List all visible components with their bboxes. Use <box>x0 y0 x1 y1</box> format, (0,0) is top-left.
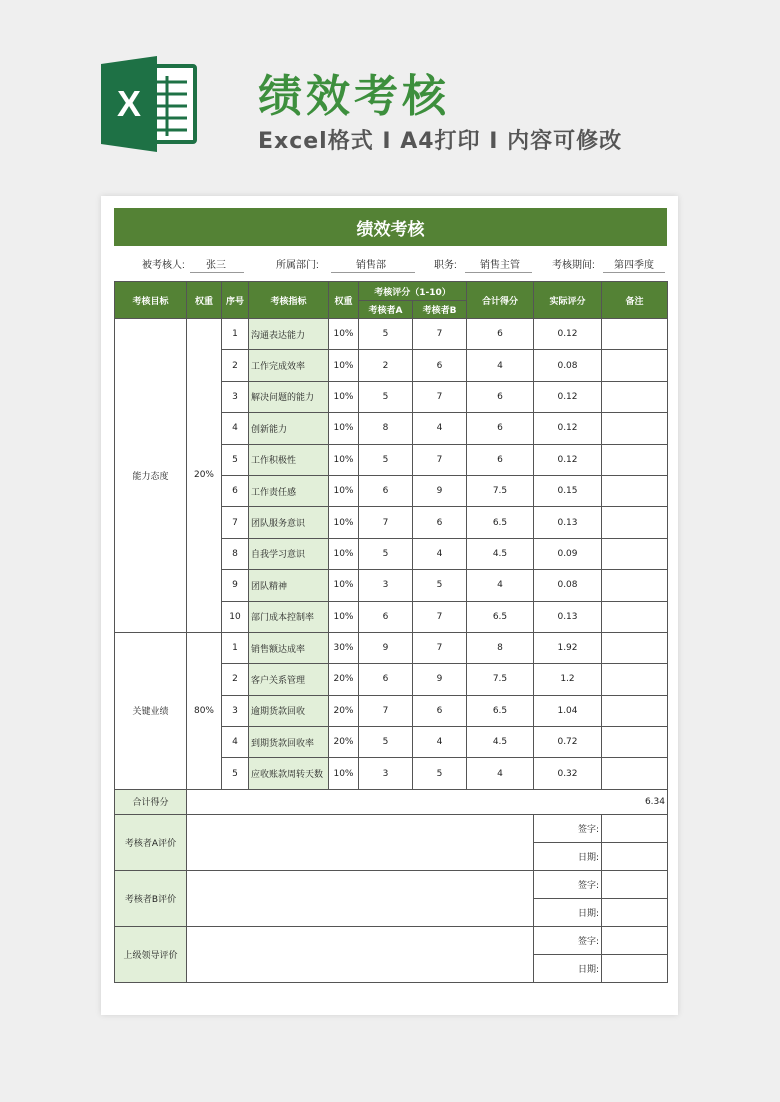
score-a-cell[interactable]: 2 <box>359 350 413 381</box>
header-assessor-b: 考核者B <box>413 301 467 319</box>
total-cell[interactable]: 4.5 <box>467 727 534 758</box>
remark-cell[interactable] <box>602 727 668 758</box>
score-a-cell[interactable]: 3 <box>359 570 413 601</box>
dept-value[interactable]: 销售部 <box>356 260 386 271</box>
assessee-value[interactable]: 张三 <box>206 260 226 271</box>
header-weight: 权重 <box>187 282 222 319</box>
indicator-weight-cell[interactable]: 10% <box>329 570 359 601</box>
remark-cell[interactable] <box>602 632 668 663</box>
no-cell[interactable]: 2 <box>222 350 249 381</box>
indicator-cell[interactable]: 逾期货款回收 <box>249 695 329 726</box>
assessment-table <box>114 281 668 983</box>
score-a-cell[interactable]: 8 <box>359 413 413 444</box>
score-b-cell[interactable]: 4 <box>413 538 467 569</box>
header-indicator-weight: 权重 <box>329 282 359 319</box>
indicator-cell[interactable]: 创新能力 <box>249 413 329 444</box>
score-a-cell[interactable]: 6 <box>359 475 413 506</box>
score-b-cell[interactable]: 7 <box>413 601 467 632</box>
actual-cell[interactable]: 0.32 <box>534 758 602 789</box>
score-b-cell[interactable]: 7 <box>413 444 467 475</box>
remark-cell[interactable] <box>602 664 668 695</box>
header-assessor-a: 考核者A <box>359 301 413 319</box>
position-underline <box>465 272 532 273</box>
total-cell[interactable]: 6 <box>467 413 534 444</box>
score-a-cell[interactable]: 7 <box>359 695 413 726</box>
score-a-cell[interactable]: 5 <box>359 538 413 569</box>
actual-cell[interactable]: 1.2 <box>534 664 602 695</box>
dept-label: 所属部门: <box>276 260 319 271</box>
indicator-weight-cell[interactable]: 10% <box>329 319 359 350</box>
evaluation-label: 考核者A评价 <box>115 814 187 870</box>
indicator-weight-cell[interactable]: 10% <box>329 601 359 632</box>
score-a-cell[interactable]: 9 <box>359 632 413 663</box>
total-cell[interactable]: 4 <box>467 570 534 601</box>
date-label: 日期: <box>534 954 602 982</box>
actual-cell[interactable]: 0.12 <box>534 381 602 412</box>
header-indicator: 考核指标 <box>249 282 329 319</box>
remark-cell[interactable] <box>602 570 668 601</box>
indicator-weight-cell[interactable]: 20% <box>329 664 359 695</box>
actual-cell[interactable]: 0.09 <box>534 538 602 569</box>
indicator-weight-cell[interactable]: 10% <box>329 475 359 506</box>
score-a-cell[interactable]: 6 <box>359 601 413 632</box>
no-cell[interactable]: 8 <box>222 538 249 569</box>
indicator-weight-cell[interactable]: 10% <box>329 413 359 444</box>
actual-cell[interactable]: 0.12 <box>534 413 602 444</box>
indicator-weight-cell[interactable]: 20% <box>329 727 359 758</box>
indicator-weight-cell[interactable]: 20% <box>329 695 359 726</box>
remark-cell[interactable] <box>602 695 668 726</box>
evaluation-label: 上级领导评价 <box>115 926 187 982</box>
no-cell[interactable]: 4 <box>222 413 249 444</box>
total-cell[interactable]: 6 <box>467 381 534 412</box>
page-subtitle: Excel格式 I A4打印 I 内容可修改 <box>258 129 623 154</box>
header-total: 合计得分 <box>467 282 534 319</box>
target-weight-cell[interactable]: 80% <box>187 632 222 789</box>
total-cell[interactable]: 4.5 <box>467 538 534 569</box>
actual-cell[interactable]: 0.13 <box>534 601 602 632</box>
indicator-cell[interactable]: 沟通表达能力 <box>249 319 329 350</box>
total-cell[interactable]: 8 <box>467 632 534 663</box>
total-cell[interactable]: 6 <box>467 444 534 475</box>
total-cell[interactable]: 4 <box>467 758 534 789</box>
dept-underline <box>331 272 415 273</box>
remark-cell[interactable] <box>602 475 668 506</box>
actual-cell[interactable]: 0.72 <box>534 727 602 758</box>
sign-value-cell[interactable] <box>602 870 668 898</box>
score-b-cell[interactable]: 4 <box>413 413 467 444</box>
remark-cell[interactable] <box>602 507 668 538</box>
date-value-cell[interactable] <box>602 898 668 926</box>
table-row <box>115 632 668 663</box>
summary-value[interactable]: 6.34 <box>187 789 668 814</box>
no-cell[interactable]: 5 <box>222 444 249 475</box>
sign-value-cell[interactable] <box>602 814 668 842</box>
score-b-cell[interactable]: 6 <box>413 350 467 381</box>
score-a-cell[interactable]: 5 <box>359 727 413 758</box>
total-cell[interactable]: 6.5 <box>467 507 534 538</box>
no-cell[interactable]: 3 <box>222 695 249 726</box>
actual-cell[interactable]: 0.13 <box>534 507 602 538</box>
indicator-cell[interactable]: 工作完成效率 <box>249 350 329 381</box>
position-value[interactable]: 销售主管 <box>480 260 520 271</box>
indicator-weight-cell[interactable]: 10% <box>329 538 359 569</box>
evaluation-comment-cell[interactable] <box>187 870 534 926</box>
indicator-weight-cell[interactable]: 30% <box>329 632 359 663</box>
score-a-cell[interactable]: 5 <box>359 444 413 475</box>
score-a-cell[interactable]: 3 <box>359 758 413 789</box>
score-b-cell[interactable]: 9 <box>413 664 467 695</box>
summary-label: 合计得分 <box>115 789 187 814</box>
evaluation-row <box>115 814 668 842</box>
actual-cell[interactable]: 0.12 <box>534 319 602 350</box>
total-cell[interactable]: 6.5 <box>467 601 534 632</box>
no-cell[interactable]: 1 <box>222 632 249 663</box>
total-cell[interactable]: 6.5 <box>467 695 534 726</box>
no-cell[interactable]: 10 <box>222 601 249 632</box>
sign-value-cell[interactable] <box>602 926 668 954</box>
page-title: 绩效考核 <box>258 71 450 122</box>
indicator-weight-cell[interactable]: 10% <box>329 444 359 475</box>
period-label: 考核期间: <box>552 260 595 271</box>
score-b-cell[interactable]: 5 <box>413 570 467 601</box>
evaluation-row <box>115 926 668 954</box>
date-label: 日期: <box>534 898 602 926</box>
date-value-cell[interactable] <box>602 842 668 870</box>
target-cell[interactable]: 能力态度 <box>115 319 187 633</box>
assessee-underline <box>190 272 244 273</box>
header-score-group: 考核评分（1-10） <box>359 282 467 301</box>
actual-cell[interactable]: 1.04 <box>534 695 602 726</box>
indicator-weight-cell[interactable]: 10% <box>329 350 359 381</box>
actual-cell[interactable]: 0.08 <box>534 350 602 381</box>
score-b-cell[interactable]: 7 <box>413 319 467 350</box>
sheet-title-band: 绩效考核 <box>114 208 667 246</box>
no-cell[interactable]: 6 <box>222 475 249 506</box>
actual-cell[interactable]: 0.15 <box>534 475 602 506</box>
evaluation-comment-cell[interactable] <box>187 814 534 870</box>
summary-row <box>115 789 668 814</box>
actual-cell[interactable]: 1.92 <box>534 632 602 663</box>
score-b-cell[interactable]: 7 <box>413 381 467 412</box>
remark-cell[interactable] <box>602 413 668 444</box>
excel-logo-icon <box>99 56 199 152</box>
total-cell[interactable]: 7.5 <box>467 475 534 506</box>
indicator-cell[interactable]: 解决问题的能力 <box>249 381 329 412</box>
indicator-cell[interactable]: 到期货款回收率 <box>249 727 329 758</box>
target-weight-cell[interactable]: 20% <box>187 319 222 633</box>
remark-cell[interactable] <box>602 381 668 412</box>
position-label: 职务: <box>434 260 457 271</box>
sign-label: 签字: <box>534 814 602 842</box>
score-b-cell[interactable]: 7 <box>413 632 467 663</box>
header-actual: 实际评分 <box>534 282 602 319</box>
indicator-weight-cell[interactable]: 10% <box>329 758 359 789</box>
evaluation-comment-cell[interactable] <box>187 926 534 982</box>
header-target: 考核目标 <box>115 282 187 319</box>
excel-logo-letter: X <box>116 83 142 124</box>
total-cell[interactable]: 4 <box>467 350 534 381</box>
total-cell[interactable]: 7.5 <box>467 664 534 695</box>
no-cell[interactable]: 9 <box>222 570 249 601</box>
no-cell[interactable]: 2 <box>222 664 249 695</box>
indicator-weight-cell[interactable]: 10% <box>329 507 359 538</box>
no-cell[interactable]: 1 <box>222 319 249 350</box>
remark-cell[interactable] <box>602 319 668 350</box>
score-a-cell[interactable]: 5 <box>359 381 413 412</box>
indicator-cell[interactable]: 应收账款周转天数 <box>249 758 329 789</box>
header-no: 序号 <box>222 282 249 319</box>
period-value[interactable]: 第四季度 <box>614 260 654 271</box>
evaluation-label: 考核者B评价 <box>115 870 187 926</box>
indicator-cell[interactable]: 团队精神 <box>249 570 329 601</box>
score-b-cell[interactable]: 9 <box>413 475 467 506</box>
total-cell[interactable]: 6 <box>467 319 534 350</box>
indicator-cell[interactable]: 团队服务意识 <box>249 507 329 538</box>
indicator-cell[interactable]: 自我学习意识 <box>249 538 329 569</box>
evaluation-row <box>115 870 668 898</box>
no-cell[interactable]: 7 <box>222 507 249 538</box>
score-b-cell[interactable]: 5 <box>413 758 467 789</box>
indicator-weight-cell[interactable]: 10% <box>329 381 359 412</box>
remark-cell[interactable] <box>602 350 668 381</box>
remark-cell[interactable] <box>602 601 668 632</box>
date-value-cell[interactable] <box>602 954 668 982</box>
no-cell[interactable]: 3 <box>222 381 249 412</box>
remark-cell[interactable] <box>602 538 668 569</box>
indicator-cell[interactable]: 工作责任感 <box>249 475 329 506</box>
score-b-cell[interactable]: 6 <box>413 695 467 726</box>
no-cell[interactable]: 4 <box>222 727 249 758</box>
score-b-cell[interactable]: 4 <box>413 727 467 758</box>
score-a-cell[interactable]: 7 <box>359 507 413 538</box>
sign-label: 签字: <box>534 926 602 954</box>
target-cell[interactable]: 关键业绩 <box>115 632 187 789</box>
score-b-cell[interactable]: 6 <box>413 507 467 538</box>
score-a-cell[interactable]: 6 <box>359 664 413 695</box>
table-row <box>115 319 668 350</box>
score-a-cell[interactable]: 5 <box>359 319 413 350</box>
actual-cell[interactable]: 0.12 <box>534 444 602 475</box>
remark-cell[interactable] <box>602 444 668 475</box>
remark-cell[interactable] <box>602 758 668 789</box>
no-cell[interactable]: 5 <box>222 758 249 789</box>
sign-label: 签字: <box>534 870 602 898</box>
indicator-cell[interactable]: 部门成本控制率 <box>249 601 329 632</box>
indicator-cell[interactable]: 销售额达成率 <box>249 632 329 663</box>
period-underline <box>603 272 665 273</box>
actual-cell[interactable]: 0.08 <box>534 570 602 601</box>
assessee-label: 被考核人: <box>142 260 185 271</box>
header-remark: 备注 <box>602 282 668 319</box>
date-label: 日期: <box>534 842 602 870</box>
indicator-cell[interactable]: 工作积极性 <box>249 444 329 475</box>
indicator-cell[interactable]: 客户关系管理 <box>249 664 329 695</box>
